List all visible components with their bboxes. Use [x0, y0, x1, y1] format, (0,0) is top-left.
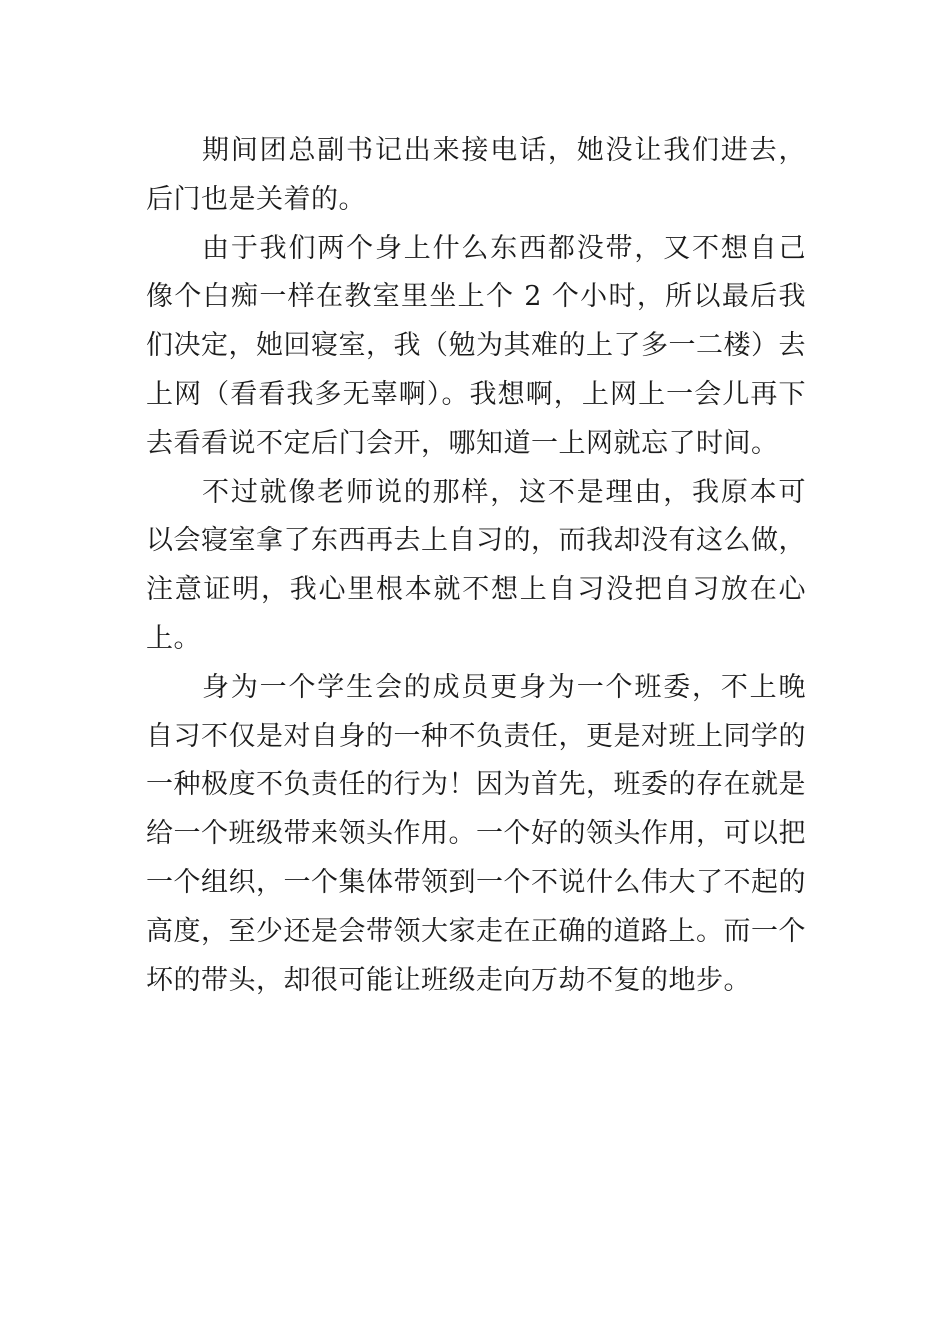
paragraph-4: 身为一个学生会的成员更身为一个班委，不上晚自习不仅是对自身的一种不负责任，更是对班上同学的一种极度不负责任的行为！因为首先，班委的存在就是给一个班级带来领头作用。一个好的领头作用，可以把一个组织，一个集体带领到一个不说什么伟大了不起的高度，至少还是会带领大家走在正确的道路上。而一个坏的带头，却很可能让班级走向万劫不复的地步。	[146, 671, 806, 996]
paragraph-1: 期间团总副书记出来接电话，她没让我们进去，后门也是关着的。	[146, 135, 806, 215]
body-text	[146, 127, 806, 1005]
paragraph-3: 不过就像老师说的那样，这不是理由，我原本可以会寝室拿了东西再去上自习的，而我却没有这么做，注意证明，我心里根本就不想上自习没把自习放在心上。	[146, 476, 806, 654]
paragraph-2: 由于我们两个身上什么东西都没带，又不想自己像个白痴一样在教室里坐上个 2 个小时，所以最后我们决定，她回寝室，我（勉为其难的上了多一二楼）去上网（看看我多无辜啊）。我想啊，上网上一会儿再下去看看说不定后门会开，哪知道一上网就忘了时间。	[146, 232, 806, 459]
